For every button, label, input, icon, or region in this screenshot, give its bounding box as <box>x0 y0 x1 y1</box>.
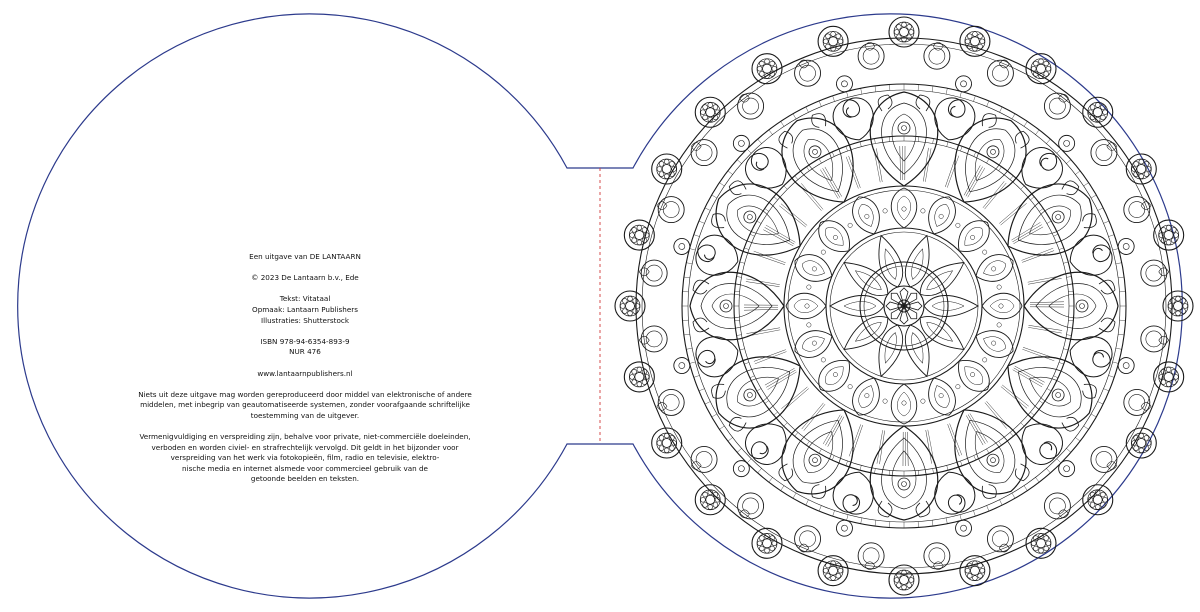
website: www.lantaarnpublishers.nl <box>257 368 353 378</box>
distribution-line: getoonde beelden en teksten. <box>250 474 360 484</box>
credit-layout: Opmaak: Lantaarn Publishers <box>252 304 358 314</box>
colophon <box>130 252 480 496</box>
isbn: ISBN 978-94-6354-893-9 <box>260 336 350 346</box>
distribution-line: verspreiding van het werk via fotokopieën, film, radio en televisie, elektro- <box>170 453 440 463</box>
distribution-line: verboden en worden civiel- en strafrechtelijk vervolgd. Dit geldt in het bijzonder voor <box>151 442 459 452</box>
distribution-line: Vermenigvuldiging en verspreiding zijn, behalve voor private, niet-commerciële doeleinden, <box>139 432 471 442</box>
credit-illustrations: Illustraties: Shutterstock <box>260 315 350 325</box>
rights-line: middelen, met inbegrip van geautomatiseerde systemen, zonder voorafgaande schriftelijke <box>140 400 470 410</box>
distribution-line: nische media en internet alsmede voor commercieel gebruik van de <box>182 463 428 473</box>
credit-text: Tekst: Vitataal <box>279 294 331 304</box>
copyright-line: © 2023 De Lantaarn b.v., Ede <box>251 273 359 283</box>
nur-code: NUR 476 <box>289 347 321 357</box>
rights-line: Niets uit deze uitgave mag worden gereproduceerd door middel van elektronische of andere <box>138 389 472 399</box>
rights-line: toestemming van de uitgever. <box>250 410 360 420</box>
publisher-line: Een uitgave van DE LANTAARN <box>249 252 361 261</box>
